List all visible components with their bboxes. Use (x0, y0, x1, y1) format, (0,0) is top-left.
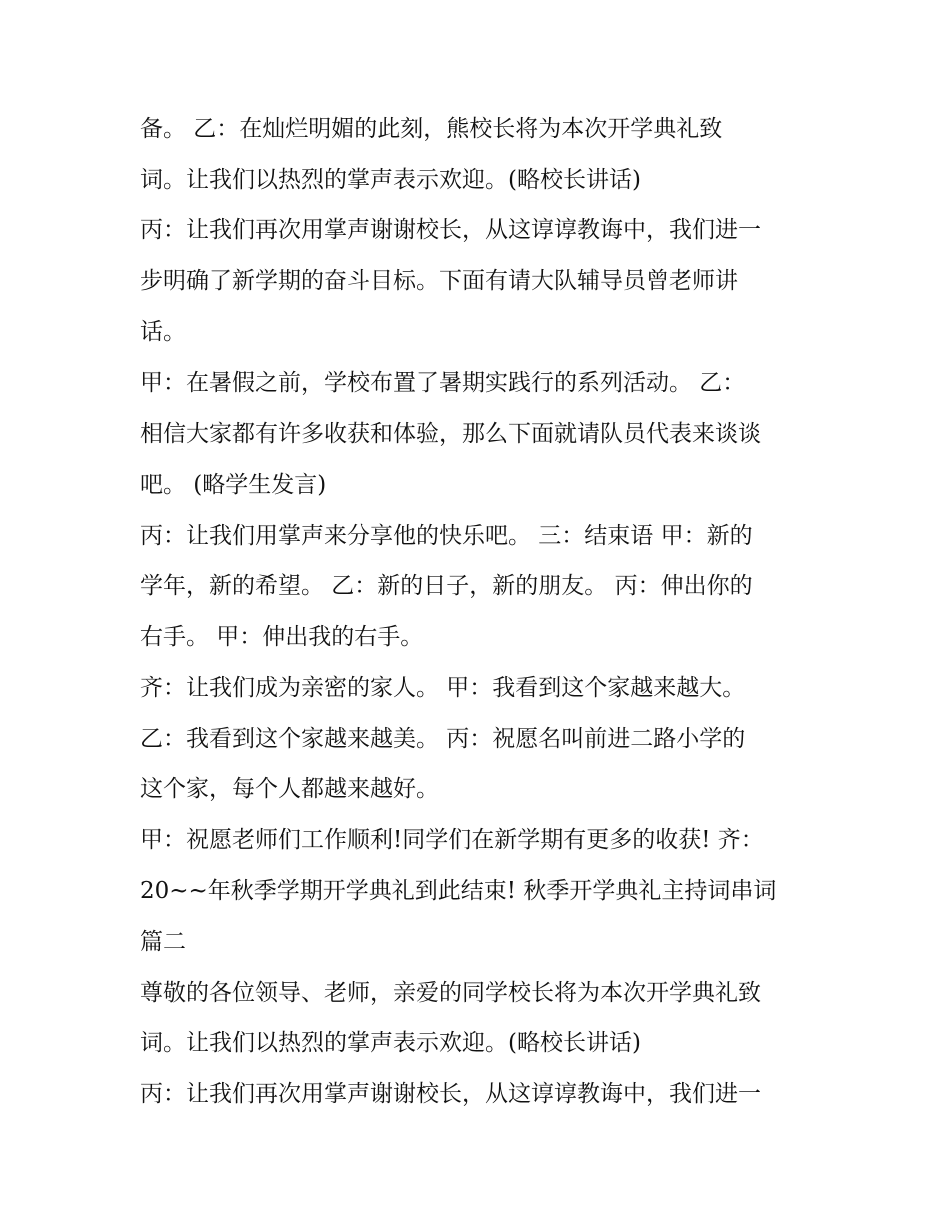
text-line: 步明确了新学期的奋斗目标。下面有请大队辅导员曾老师讲 (140, 268, 738, 294)
text-line: 话。 (140, 319, 186, 345)
text-line: 甲：在暑假之前，学校布置了暑期实践行的系列活动。 乙： (140, 370, 746, 396)
text-line: 这个家，每个人都越来越好。 (140, 776, 439, 802)
text-line: 学年，新的希望。 乙：新的日子，新的朋友。 丙：伸出你的 (140, 573, 753, 599)
text-line: 齐：让我们成为亲密的家人。 甲：我看到这个家越来越大。 (140, 675, 746, 701)
text-line: 尊敬的各位领导、老师，亲爱的同学校长将为本次开学典礼致 (140, 980, 761, 1006)
text-line: 丙：让我们再次用掌声谢谢校长，从这谆谆教诲中，我们进一 (140, 217, 761, 243)
text-line: 丙：让我们用掌声来分享他的快乐吧。 三：结束语 甲：新的 (140, 523, 753, 549)
text-line: 篇二 (140, 929, 186, 955)
text-line: 丙：让我们再次用掌声谢谢校长，从这谆谆教诲中，我们进一 (140, 1081, 761, 1107)
text-line: 词。让我们以热烈的掌声表示欢迎。(略校长讲话) (140, 167, 641, 193)
text-line: 右手。 甲：伸出我的右手。 (140, 624, 424, 650)
text-line: 20~~年秋季学期开学典礼到此结束! 秋季开学典礼主持词串词 (140, 878, 777, 904)
text-line: 相信大家都有许多收获和体验，那么下面就请队员代表来谈谈 (140, 421, 761, 447)
text-line: 乙：我看到这个家越来越美。 丙：祝愿名叫前进二路小学的 (140, 726, 746, 752)
text-line: 吧。 (略学生发言) (140, 472, 327, 498)
text-line: 词。让我们以热烈的掌声表示欢迎。(略校长讲话) (140, 1030, 641, 1056)
text-line: 甲：祝愿老师们工作顺利!同学们在新学期有更多的收获! 齐： (140, 827, 764, 853)
text-line: 备。 乙：在灿烂明媚的此刻，熊校长将为本次开学典礼致 (140, 116, 723, 142)
